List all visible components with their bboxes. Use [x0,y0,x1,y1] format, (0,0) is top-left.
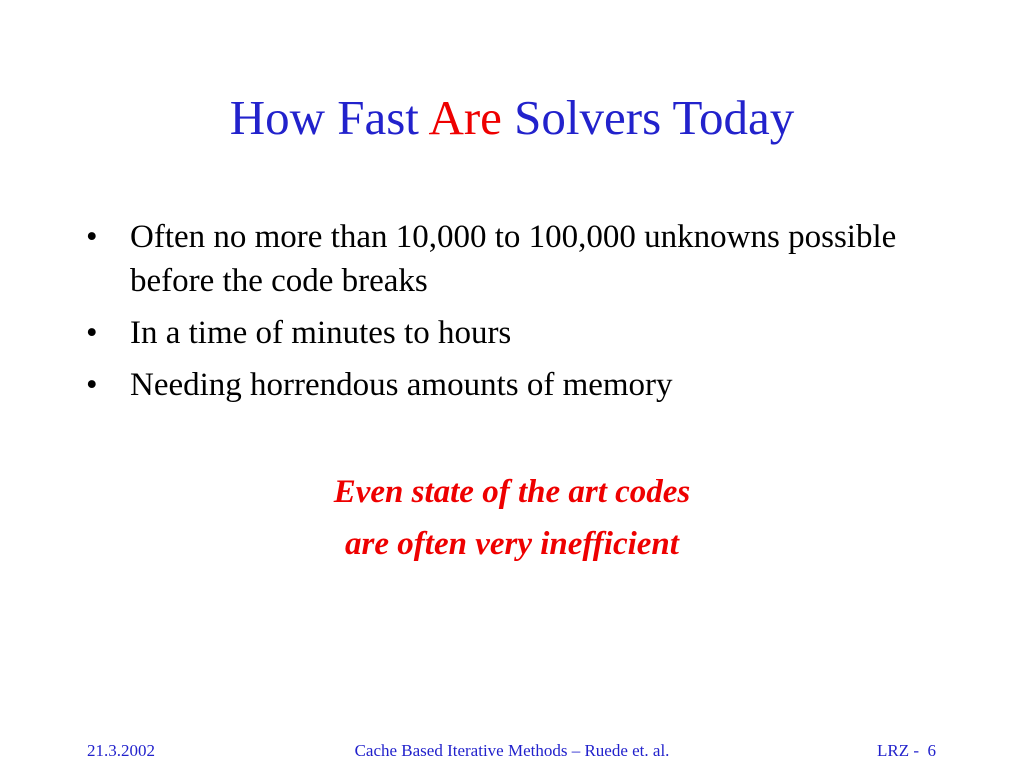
callout-line-2: are often very inefficient [345,526,679,562]
bullet-dot-icon: • [86,219,98,255]
title-text-end: Solvers Today [501,90,795,145]
emphasis-callout [0,466,1024,570]
footer-date: 21.3.2002 [87,741,155,760]
bullet-text: Needing horrendous amounts of memory [130,367,673,403]
bullet-dot-icon: • [86,315,98,351]
bullet-item [86,311,966,355]
footer-page-number: LRZ - 6 [876,741,936,760]
title-text-start: How Fast [229,90,429,145]
callout-line-1: Even state of the art codes [333,474,691,510]
title-highlight-word: Are [428,90,502,145]
bullet-item [86,215,966,303]
bullet-item [86,363,966,407]
footer-title: Cache Based Iterative Methods – Ruede et. al. [354,741,670,760]
slide-title [0,88,1024,148]
bullet-text: In a time of minutes to hours [130,315,512,351]
bullet-text: Often no more than 10,000 to 100,000 unknowns possible before the code breaks [130,219,897,299]
bullet-dot-icon: • [86,367,98,403]
bullet-list [86,215,966,415]
